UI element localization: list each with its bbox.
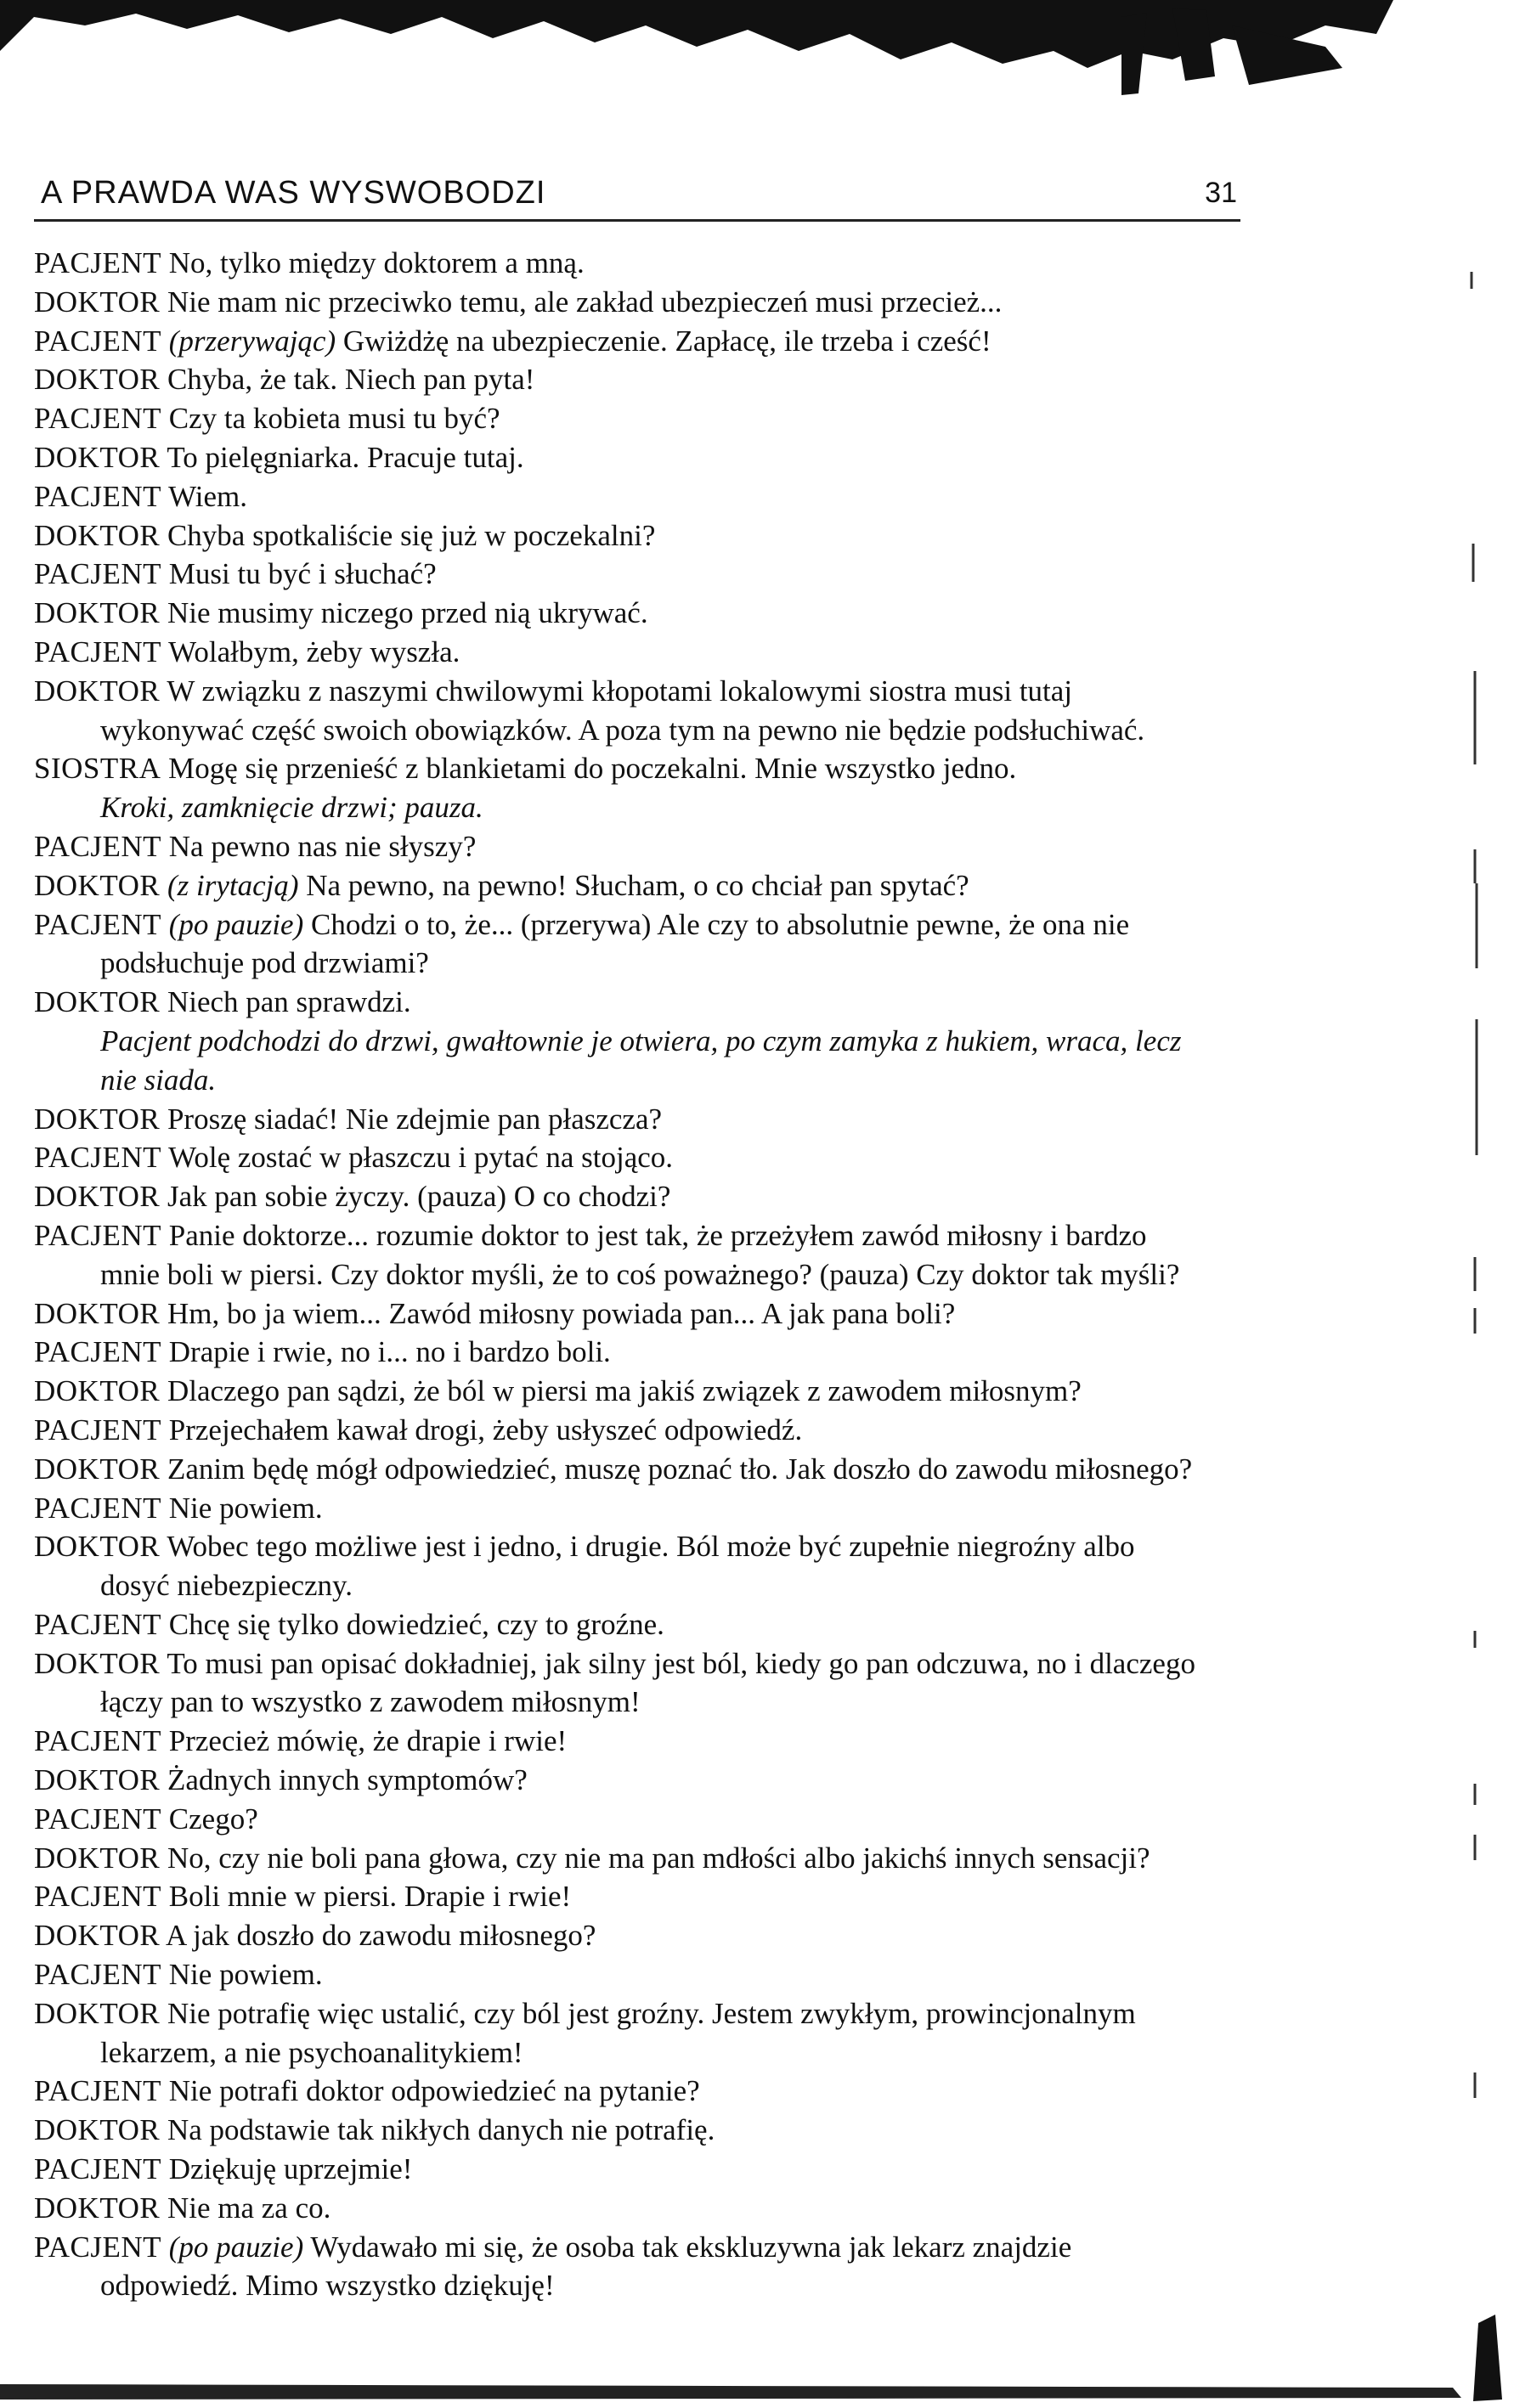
speech-text: Dziękuję uprzejmie! bbox=[168, 2152, 413, 2186]
speaker-name: DOKTOR bbox=[34, 1296, 161, 1330]
stage-direction-inline: (po pauzie) bbox=[168, 907, 304, 941]
speaker-name: PACJENT bbox=[34, 634, 162, 668]
speech-text: Przejechałem kawał drogi, żeby usłyszeć odpowiedź. bbox=[168, 1413, 803, 1446]
dialogue-line bbox=[34, 1916, 1291, 1955]
speech-continuation: odpowiedź. Mimo wszystko dziękuję! bbox=[100, 2269, 555, 2303]
running-header bbox=[34, 166, 1240, 222]
speaker-name: PACJENT bbox=[34, 479, 162, 513]
dialogue-line bbox=[34, 1839, 1291, 1878]
speaker-name: PACJENT bbox=[34, 1218, 162, 1252]
dialogue-line bbox=[34, 1177, 1291, 1216]
speech-text: Na pewno, na pewno! Słucham, o co chciał pan spytać? bbox=[306, 868, 969, 902]
speaker-name: PACJENT bbox=[34, 1607, 162, 1641]
speech-text: Hm, bo ja wiem... Zawód miłosny powiada pan... A jak pana boli? bbox=[167, 1296, 956, 1330]
dialogue-line bbox=[34, 672, 1291, 711]
speaker-name: DOKTOR bbox=[34, 1452, 161, 1486]
scan-artifact-bottom bbox=[0, 2306, 1514, 2408]
speech-text: Żadnych innych symptomów? bbox=[167, 1763, 528, 1797]
speech-text: Wolę zostać w płaszczu i pytać na stojąco. bbox=[168, 1141, 674, 1175]
speech-text: No, czy nie boli pana głowa, czy nie ma pan mdłości albo jakichś innych sensacji? bbox=[167, 1841, 1150, 1875]
stage-direction-inline: (po pauzie) bbox=[168, 2230, 304, 2264]
dialogue-line bbox=[34, 399, 1291, 438]
dialogue-line bbox=[34, 633, 1291, 672]
dialogue-line bbox=[34, 1994, 1291, 2033]
speaker-name: DOKTOR bbox=[34, 1763, 161, 1797]
speaker-name: DOKTOR bbox=[34, 2191, 161, 2225]
speaker-name: DOKTOR bbox=[34, 868, 161, 902]
speaker-name: PACJENT bbox=[34, 1491, 162, 1525]
speech-text: Wobec tego możliwe jest i jedno, i drugie. Ból może być zupełnie niegroźny albo bbox=[167, 1530, 1135, 1564]
speech-continuation: łączy pan to wszystko z zawodem miłosnym! bbox=[100, 1685, 641, 1719]
speaker-name: DOKTOR bbox=[34, 1841, 161, 1875]
stage-direction: nie siada. bbox=[100, 1063, 217, 1097]
stage-direction: Pacjent podchodzi do drzwi, gwałtownie je otwiera, po czym zamyka z hukiem, wraca, lecz bbox=[100, 1024, 1182, 1057]
speech-continuation: lekarzem, a nie psychoanalitykiem! bbox=[100, 2035, 523, 2069]
dialogue-line bbox=[34, 1372, 1291, 1411]
scan-artifact-top bbox=[0, 0, 1514, 119]
speech-continuation: wykonywać część swoich obowiązków. A poza tym na pewno nie będzie podsłuchiwać. bbox=[100, 713, 1145, 747]
speaker-name: DOKTOR bbox=[34, 1180, 161, 1214]
speaker-name: DOKTOR bbox=[34, 1530, 161, 1564]
dialogue-line bbox=[34, 2111, 1291, 2150]
speech-text: Nie mam nic przeciwko temu, ale zakład ubezpieczeń musi przecież... bbox=[167, 285, 1003, 319]
speaker-name: PACJENT bbox=[34, 324, 162, 358]
speech-text: Chodzi o to, że... (przerywa) Ale czy to absolutnie pewne, że ona nie bbox=[310, 907, 1130, 941]
dialogue-line bbox=[34, 749, 1291, 788]
dialogue-line bbox=[34, 1722, 1291, 1761]
dialogue-line bbox=[34, 1138, 1291, 1177]
speech-text: Na pewno nas nie słyszy? bbox=[168, 829, 477, 863]
speech-text: Dlaczego pan sądzi, że ból w piersi ma jakiś związek z zawodem miłosnym? bbox=[167, 1374, 1082, 1408]
dialogue-line bbox=[34, 1955, 1291, 1994]
dialogue-line bbox=[34, 1489, 1291, 1528]
speech-text: Zanim będę mógł odpowiedzieć, muszę poznać tło. Jak doszło do zawodu miłosnego? bbox=[167, 1452, 1193, 1486]
speaker-name: DOKTOR bbox=[34, 518, 161, 552]
speaker-name: DOKTOR bbox=[34, 1919, 161, 1953]
dialogue-line bbox=[34, 1605, 1291, 1644]
dialogue-line bbox=[34, 283, 1291, 322]
speaker-name: DOKTOR bbox=[34, 363, 161, 397]
speech-text: To pielęgniarka. Pracuje tutaj. bbox=[167, 440, 524, 474]
dialogue-line bbox=[34, 360, 1291, 399]
speech-text: Nie potrafi doktor odpowiedzieć na pytanie? bbox=[168, 2074, 700, 2108]
speech-text: Przecież mówię, że drapie i rwie! bbox=[168, 1724, 568, 1758]
speech-text: Wolałbym, żeby wyszła. bbox=[168, 634, 460, 668]
speech-text: Nie musimy niczego przed nią ukrywać. bbox=[167, 596, 648, 630]
speaker-name: PACJENT bbox=[34, 2230, 162, 2264]
speech-text: To musi pan opisać dokładniej, jak silny jest ból, kiedy go pan odczuwa, no i dlaczego bbox=[167, 1646, 1195, 1680]
dialogue-line bbox=[34, 1644, 1291, 1683]
dialogue-line bbox=[34, 827, 1291, 866]
stage-direction: Kroki, zamknięcie drzwi; pauza. bbox=[100, 791, 483, 825]
speaker-name: PACJENT bbox=[34, 246, 162, 279]
speaker-name: PACJENT bbox=[34, 1958, 162, 1992]
speaker-name: DOKTOR bbox=[34, 674, 161, 708]
dialogue-line bbox=[34, 1216, 1291, 1255]
speaker-name: PACJENT bbox=[34, 1724, 162, 1758]
dialogue-line bbox=[34, 2072, 1291, 2111]
speech-text: Drapie i rwie, no i... no i bardzo boli. bbox=[168, 1335, 611, 1369]
dialogue-line bbox=[34, 322, 1291, 361]
scan-artifact-margin bbox=[1446, 119, 1514, 2327]
dialogue-line bbox=[34, 594, 1291, 633]
speech-text: Nie ma za co. bbox=[167, 2191, 331, 2225]
speech-text: Wydawało mi się, że osoba tak ekskluzywna jak lekarz znajdzie bbox=[310, 2230, 1072, 2264]
speaker-name: DOKTOR bbox=[34, 440, 161, 474]
speaker-name: PACJENT bbox=[34, 2152, 162, 2186]
stage-direction-inline: (przerywając) bbox=[168, 324, 336, 358]
speech-text: Na podstawie tak nikłych danych nie potrafię. bbox=[167, 2113, 715, 2147]
dialogue-line bbox=[34, 2228, 1291, 2267]
dialogue-line bbox=[34, 2150, 1291, 2189]
dialogue-line bbox=[34, 438, 1291, 477]
speaker-name: PACJENT bbox=[34, 1802, 162, 1836]
dialogue-line bbox=[34, 2189, 1291, 2228]
dialogue-line bbox=[34, 1877, 1291, 1916]
speech-text: Proszę siadać! Nie zdejmie pan płaszcza? bbox=[167, 1102, 663, 1136]
speech-text: Czego? bbox=[168, 1802, 258, 1836]
dialogue-line bbox=[34, 1527, 1291, 1566]
speech-text: Chcę się tylko dowiedzieć, czy to groźne. bbox=[168, 1607, 664, 1641]
speech-text: No, tylko między doktorem a mną. bbox=[168, 246, 585, 279]
page-number: 31 bbox=[1205, 177, 1237, 209]
speaker-name: DOKTOR bbox=[34, 1102, 161, 1136]
dialogue-line bbox=[34, 1100, 1291, 1139]
speech-continuation: mnie boli w piersi. Czy doktor myśli, że to coś poważnego? (pauza) Czy doktor tak myśli? bbox=[100, 1257, 1180, 1291]
speaker-name: DOKTOR bbox=[34, 1996, 161, 2030]
speaker-name: PACJENT bbox=[34, 1880, 162, 1914]
dialogue-line bbox=[34, 1333, 1291, 1372]
speech-continuation: dosyć niebezpieczny. bbox=[100, 1569, 353, 1603]
speech-text: Panie doktorze... rozumie doktor to jest tak, że przeżyłem zawód miłosny i bardzo bbox=[168, 1218, 1147, 1252]
speech-text: Wiem. bbox=[168, 479, 248, 513]
dialogue-line bbox=[34, 516, 1291, 555]
speech-text: A jak doszło do zawodu miłosnego? bbox=[166, 1919, 596, 1953]
running-title: A PRAWDA WAS WYSWOBODZI bbox=[41, 175, 546, 211]
speech-text: Chyba spotkaliście się już w poczekalni? bbox=[167, 518, 656, 552]
speaker-name: PACJENT bbox=[34, 557, 162, 591]
dialogue-line bbox=[34, 477, 1291, 516]
stage-direction-inline: (z irytacją) bbox=[167, 868, 299, 902]
speaker-name: DOKTOR bbox=[34, 596, 161, 630]
speaker-name: PACJENT bbox=[34, 1141, 162, 1175]
dialogue-line bbox=[34, 905, 1291, 945]
speaker-name: PACJENT bbox=[34, 2074, 162, 2108]
dialogue-line bbox=[34, 983, 1291, 1022]
speech-text: Musi tu być i słuchać? bbox=[168, 557, 437, 591]
speaker-name: DOKTOR bbox=[34, 285, 161, 319]
speaker-name: DOKTOR bbox=[34, 1646, 161, 1680]
speaker-name: DOKTOR bbox=[34, 2113, 161, 2147]
dialogue-line bbox=[34, 555, 1291, 594]
speaker-name: PACJENT bbox=[34, 402, 162, 436]
speaker-name: DOKTOR bbox=[34, 1374, 161, 1408]
speech-text: Boli mnie w piersi. Drapie i rwie! bbox=[168, 1880, 572, 1914]
dialogue-line bbox=[34, 1761, 1291, 1800]
dialogue-line bbox=[34, 244, 1291, 283]
speech-text: Nie potrafię więc ustalić, czy ból jest groźny. Jestem zwykłym, prowincjonalnym bbox=[167, 1996, 1136, 2030]
dialogue-line bbox=[34, 1294, 1291, 1334]
speech-text: Czy ta kobieta musi tu być? bbox=[168, 402, 500, 436]
speech-text: Nie powiem. bbox=[168, 1958, 323, 1992]
dialogue-text bbox=[34, 244, 1291, 2305]
speech-text: Nie powiem. bbox=[168, 1491, 323, 1525]
speaker-name: DOKTOR bbox=[34, 985, 161, 1019]
speech-text: Jak pan sobie życzy. (pauza) O co chodzi? bbox=[167, 1180, 671, 1214]
speaker-name: PACJENT bbox=[34, 1413, 162, 1446]
speech-text: W związku z naszymi chwilowymi kłopotami lokalowymi siostra musi tutaj bbox=[167, 674, 1073, 708]
speech-continuation: podsłuchuje pod drzwiami? bbox=[100, 946, 429, 980]
speaker-name: PACJENT bbox=[34, 829, 162, 863]
speech-text: Mogę się przenieść z blankietami do poczekalni. Mnie wszystko jedno. bbox=[168, 752, 1017, 786]
speech-text: Niech pan sprawdzi. bbox=[167, 985, 411, 1019]
dialogue-line bbox=[34, 1411, 1291, 1450]
speech-text: Gwiżdżę na ubezpieczenie. Zapłacę, ile trzeba i cześć! bbox=[342, 324, 991, 358]
dialogue-line bbox=[34, 1450, 1291, 1489]
speaker-name: PACJENT bbox=[34, 1335, 162, 1369]
speaker-name: PACJENT bbox=[34, 907, 162, 941]
dialogue-line bbox=[34, 866, 1291, 905]
speaker-name: SIOSTRA bbox=[34, 752, 161, 786]
speech-text: Chyba, że tak. Niech pan pyta! bbox=[167, 363, 535, 397]
dialogue-line bbox=[34, 1800, 1291, 1839]
